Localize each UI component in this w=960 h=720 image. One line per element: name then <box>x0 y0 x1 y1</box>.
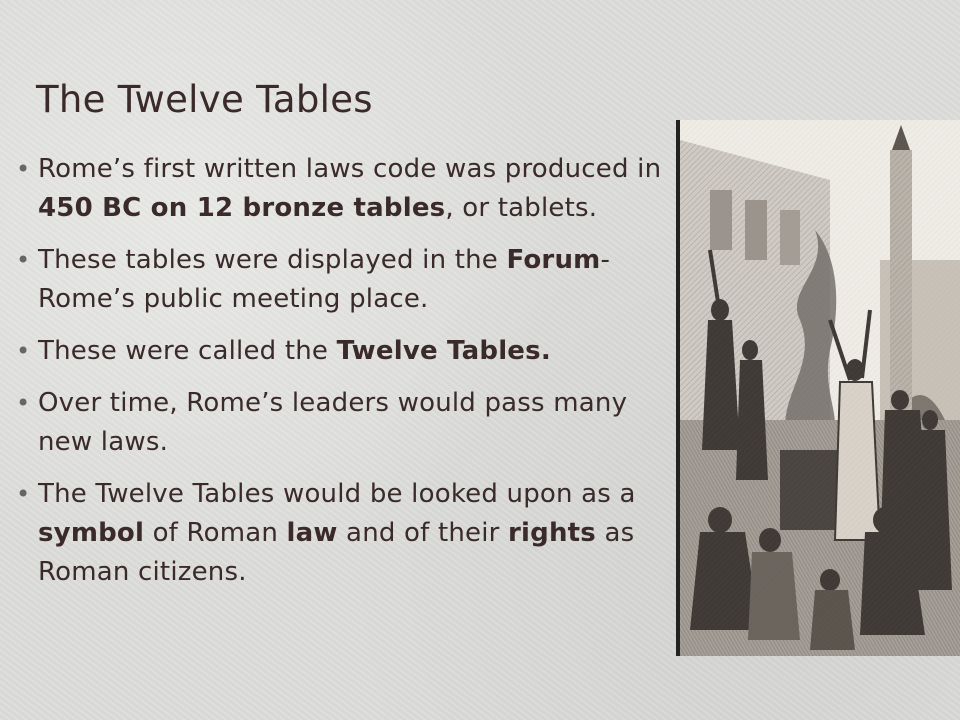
engraving-image <box>680 120 960 656</box>
bullet-text: as Roman citizens. <box>38 518 635 587</box>
bullet-emphasis: rights <box>508 518 596 548</box>
bullet-emphasis: symbol <box>38 518 145 548</box>
bullet-emphasis: 450 BC on 12 bronze tables <box>38 193 446 223</box>
bullet-4 <box>16 384 676 462</box>
bullet-text: Rome’s first written laws code was produced in <box>38 154 662 184</box>
bullet-marker-icon: • <box>16 337 31 365</box>
bullet-text: These were called the <box>38 336 337 366</box>
bullet-text: The Twelve Tables would be looked upon as a <box>38 479 636 509</box>
bullet-marker-icon: • <box>16 480 31 508</box>
bullet-text: These tables were displayed in the <box>38 245 507 275</box>
bullet-emphasis: Twelve Tables. <box>336 336 551 366</box>
bullet-1 <box>16 150 676 228</box>
bullet-marker-icon: • <box>16 246 31 274</box>
bullet-marker-icon: • <box>16 155 31 183</box>
bullet-emphasis: Forum <box>506 245 601 275</box>
bullet-text: , or tablets. <box>445 193 598 223</box>
bullet-text: - Rome’s public meeting place. <box>38 245 611 314</box>
bullet-list <box>16 150 676 605</box>
bullet-2 <box>16 241 676 319</box>
bullet-text: and of their <box>337 518 509 548</box>
bullet-5 <box>16 475 676 592</box>
bullet-text: Over time, Rome’s leaders would pass many new laws. <box>38 388 628 457</box>
engraving-illustration <box>676 120 960 656</box>
bullet-3 <box>16 332 676 371</box>
bullet-emphasis: law <box>286 518 338 548</box>
slide-title: The Twelve Tables <box>36 78 373 121</box>
bullet-marker-icon: • <box>16 389 31 417</box>
bullet-text: of Roman <box>144 518 287 548</box>
